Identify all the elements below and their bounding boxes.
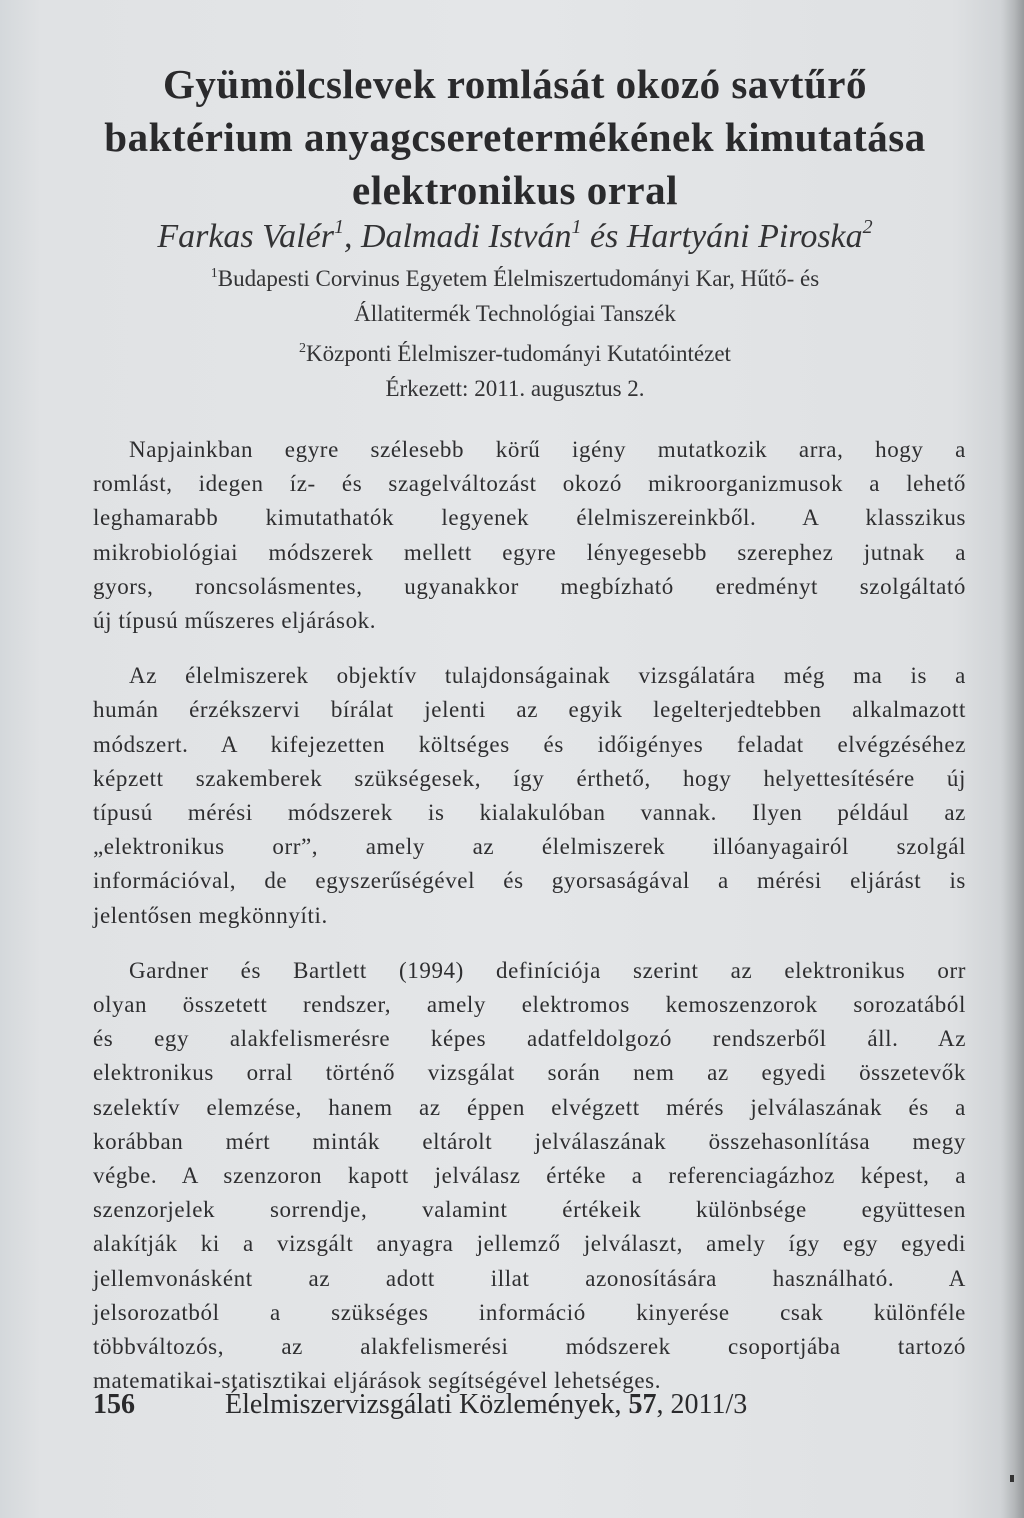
text-line: Gardner és Bartlett (1994) definíciója szerint az elektronikus orr (129, 957, 966, 983)
journal-name: Élelmiszervizsgálati Közlemények, (225, 1389, 629, 1420)
author-list (60, 205, 970, 259)
journal-issue: , 2011/3 (656, 1389, 748, 1420)
affiliation-2 (60, 331, 970, 371)
text-line: Napjainkban egyre szélesebb körű igény mutatkozik arra, hogy a (129, 437, 966, 462)
author-1-affil-mark: 1 (333, 216, 344, 238)
paragraph-1 (93, 433, 966, 638)
spine-shadow (1000, 0, 1024, 1518)
author-separator: , (343, 218, 361, 255)
text-line: humán érzékszervi bírálat jelenti az egyik legelterjedtebben alkalmazott (93, 697, 966, 723)
text-line: mikrobiológiai módszerek mellett egyre lényegesebb szerephez jutnak a (93, 539, 966, 565)
text-line: és egy alakfelismerésre képes adatfeldolgozó rendszerből áll. Az (93, 1026, 966, 1052)
text-line: romlást, idegen íz- és szagelváltozást okozó mikroorganizmusok a lehető (93, 471, 966, 497)
article-title (60, 58, 970, 217)
text-line: jelentősen megkönnyíti. (93, 902, 328, 928)
received-date: Érkezett: 2011. augusztus 2. (385, 376, 645, 401)
author-2-name: Dalmadi István (360, 218, 572, 255)
title-line-2: baktérium anyagcseretermékének kimutatása (104, 114, 926, 160)
text-line: képzett szakemberek szükségesek, így érthető, hogy helyettesítésére új (93, 765, 966, 791)
text-line: információval, de egyszerűségével és gyorsaságával a mérési eljárást is (93, 868, 966, 894)
title-line-1: Gyümölcslevek romlását okozó savtűrő (163, 61, 867, 107)
affiliation-2-text: Központi Élelmiszer-tudományi Kutatóintézet (306, 341, 731, 366)
title-line-3: elektronikus orral (352, 167, 678, 213)
affiliation-1-text: Budapesti Corvinus Egyetem Élelmiszertudományi Kar, Hűtő- és (217, 266, 820, 291)
journal-volume: 57 (628, 1389, 657, 1420)
text-line: matematikai-statisztikai eljárások segítségével lehetséges. (93, 1368, 662, 1394)
affiliation-1-line-1 (60, 256, 970, 296)
text-line: olyan összetett rendszer, amely elektromos kemoszenzorok sorozatából (93, 992, 966, 1018)
text-line: leghamarabb kimutathatók legyenek élelmiszereinkből. A klasszikus (93, 505, 966, 531)
affiliation-1-line-2: Állatitermék Technológiai Tanszék (354, 301, 676, 326)
text-line: szenzorjelek sorrendje, valamint értékeik különbsége együttesen (93, 1197, 966, 1223)
text-line: módszert. A kifejezetten költséges és időigényes feladat elvégzéséhez (93, 731, 966, 757)
text-line: Az élelmiszerek objektív tulajdonságainak vizsgálatára még ma is a (129, 663, 966, 689)
author-1-name: Farkas Valér (157, 218, 334, 255)
author-separator: és (581, 218, 627, 255)
paragraph-3 (93, 954, 966, 1399)
article-body (93, 433, 966, 1419)
text-line: jelsorozatból a szükséges információ kinyerése csak különféle (93, 1299, 966, 1325)
text-line: végbe. A szenzoron kapott jelválasz értéke a referenciagázhoz képest, a (93, 1163, 966, 1189)
text-line: többváltozós, az alakfelismerési módszerek csoportjába tartozó (93, 1334, 966, 1360)
text-line: elektronikus orral történő vizsgálat során nem az egyedi összetevők (93, 1060, 966, 1086)
affiliation-2-mark: 2 (299, 341, 307, 356)
text-line: új típusú műszeres eljárások. (93, 608, 377, 634)
text-line: „elektronikus orr”, amely az élelmiszerek illóanyagairól szolgál (93, 834, 966, 860)
text-line: szelektív elemzése, hanem az éppen elvégzett mérés jelválaszának és a (93, 1094, 966, 1120)
scan-artifact-mark (1010, 1475, 1014, 1482)
page-number: 156 (93, 1389, 135, 1420)
paragraph-2 (93, 659, 966, 933)
text-line: gyors, roncsolásmentes, ugyanakkor megbízható eredményt szolgáltató (93, 573, 966, 599)
author-3-affil-mark: 2 (862, 216, 873, 238)
text-line: korábban mért minták eltárolt jelválaszának összehasonlítása megy (93, 1128, 966, 1154)
affiliation-1-mark: 1 (210, 266, 218, 281)
text-line: típusú mérési módszerek is kialakulóban vannak. Ilyen például az (93, 800, 966, 826)
text-line: jellemvonásként az adott illat azonosítására használható. A (93, 1265, 966, 1291)
author-2-affil-mark: 1 (571, 216, 582, 238)
page-footer (93, 1385, 747, 1425)
affiliations (60, 256, 970, 406)
author-3-name: Hartyáni Piroska (626, 218, 863, 255)
text-line: alakítják ki a vizsgált anyagra jellemző jelválaszt, amely így egy egyedi (93, 1231, 966, 1257)
